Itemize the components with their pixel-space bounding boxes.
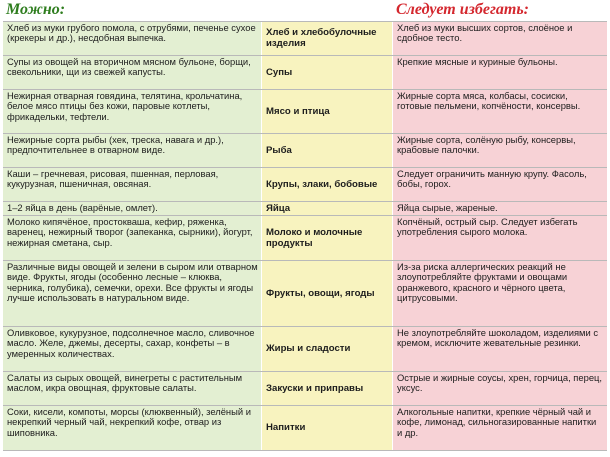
table-row (3, 372, 607, 406)
category-cell: Закуски и приправы (261, 372, 393, 405)
avoid-cell: Следует ограничить манную крупу. Фасоль, бобы, горох. (393, 168, 607, 201)
allowed-cell: Салаты из сырых овощей, винегреты с растительным маслом, икра овощная, фруктовые салаты. (3, 372, 261, 405)
category-cell: Крупы, злаки, бобовые (261, 168, 393, 201)
avoid-cell: Яйца сырые, жареные. (393, 202, 607, 215)
table-row (3, 202, 607, 216)
allowed-cell: Различные виды овощей и зелени в сыром или отварном виде. Фрукты, ягоды (особенно лесные – клюква, черника, голубика), семечки, орехи. Все фрукты и ягоды лучше использовать в натуральном виде. (3, 261, 261, 326)
allowed-cell: Супы из овощей на вторичном мясном бульоне, борщи, свекольники, щи из свежей капусты. (3, 56, 261, 89)
avoid-cell: Алкогольные напитки, крепкие чёрный чай и кофе, лимонад, сильногазированные напитки и др. (393, 406, 607, 450)
avoid-cell: Копчёный, острый сыр. Следует избегать употребления сырого молока. (393, 216, 607, 260)
category-cell: Молоко и молочные продукты (261, 216, 393, 260)
allowed-heading: Можно: (6, 1, 66, 18)
category-cell: Напитки (261, 406, 393, 450)
avoid-heading: Следует избегать: (396, 1, 529, 18)
avoid-cell: Из-за риска аллергических реакций не злоупотребляйте фруктами и овощами оранжевого, красного и чёрного цвета, цитрусовыми. (393, 261, 607, 326)
category-cell: Фрукты, овощи, ягоды (261, 261, 393, 326)
allowed-cell: Нежирные сорта рыбы (хек, треска, навага и др.), предпочтительнее в отварном виде. (3, 134, 261, 167)
avoid-cell: Жирные сорта мяса, колбасы, сосиски, готовые пельмени, копчёности, консервы. (393, 90, 607, 133)
table-row (3, 56, 607, 90)
diet-table (3, 21, 607, 451)
table-row (3, 216, 607, 261)
avoid-cell: Крепкие мясные и куриные бульоны. (393, 56, 607, 89)
table-row (3, 168, 607, 202)
avoid-cell: Не злоупотребляйте шоколадом, изделиями с кремом, исключите жевательные резинки. (393, 327, 607, 371)
allowed-cell: Каши – гречневая, рисовая, пшенная, перловая, кукурузная, пшеничная, овсяная. (3, 168, 261, 201)
category-cell: Мясо и птица (261, 90, 393, 133)
allowed-cell: Соки, кисели, компоты, морсы (клюквенный), зелёный и некрепкий черный чай, некрепкий кофе, отвар из шиповника. (3, 406, 261, 450)
allowed-cell: Нежирная отварная говядина, телятина, крольчатина, белое мясо птицы без кожи, паровые котлеты, фрикадельки, тефтели. (3, 90, 261, 133)
avoid-cell: Жирные сорта, солёную рыбу, консервы, крабовые палочки. (393, 134, 607, 167)
table-row (3, 22, 607, 56)
category-cell: Рыба (261, 134, 393, 167)
category-cell: Хлеб и хлебобулочные изделия (261, 22, 393, 55)
avoid-cell: Острые и жирные соусы, хрен, горчица, перец, уксус. (393, 372, 607, 405)
category-cell: Жиры и сладости (261, 327, 393, 371)
category-cell: Яйца (261, 202, 393, 215)
allowed-cell: Оливковое, кукурузное, подсолнечное масло, сливочное масло. Желе, джемы, десерты, сахар, конфеты – в умеренных количествах. (3, 327, 261, 371)
table-row (3, 327, 607, 372)
table-row (3, 406, 607, 451)
allowed-cell: Молоко кипячёное, простокваша, кефир, ряженка, варенец, нежирный творог (запеканка, сырники), йогурт, нежирная сметана, сыр. (3, 216, 261, 260)
allowed-cell: 1–2 яйца в день (варёные, омлет). (3, 202, 261, 215)
table-row (3, 261, 607, 327)
allowed-cell: Хлеб из муки грубого помола, с отрубями, печенье сухое (крекеры и др.), несдобная выпечка. (3, 22, 261, 55)
avoid-cell: Хлеб из муки высших сортов, слоёное и сдобное тесто. (393, 22, 607, 55)
category-cell: Супы (261, 56, 393, 89)
table-row (3, 134, 607, 168)
table-row (3, 90, 607, 134)
